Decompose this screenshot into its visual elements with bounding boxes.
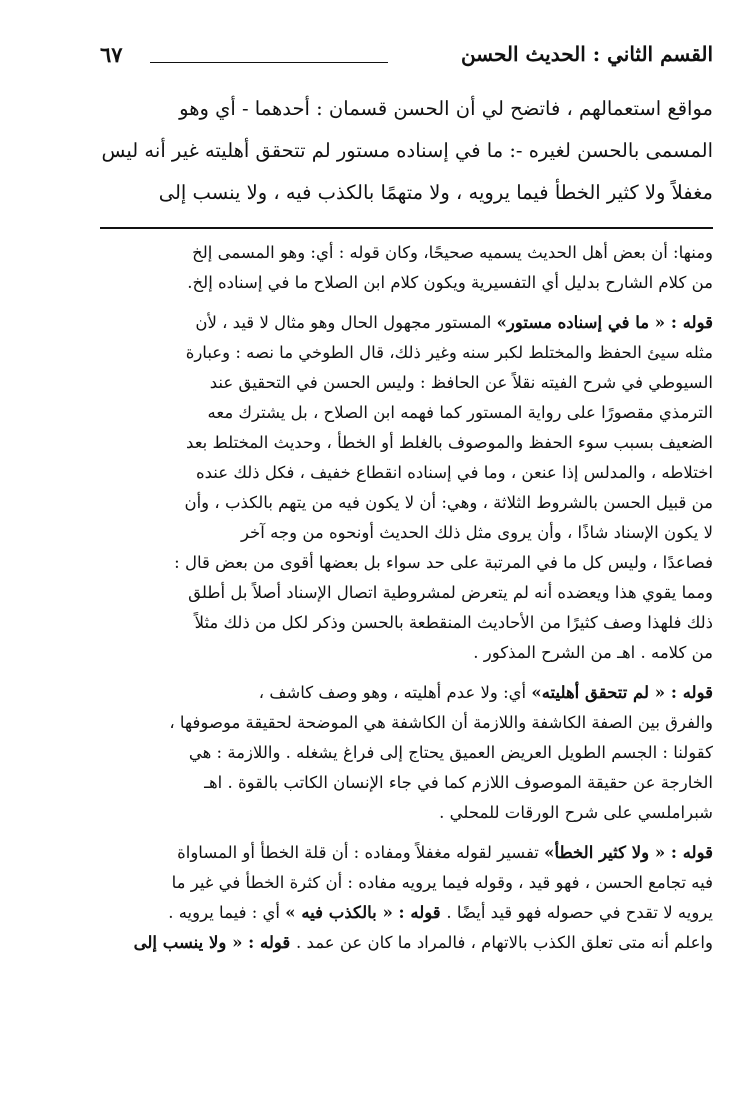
- header-rule: [150, 62, 388, 63]
- note-text: أي : فيما يرويه .: [168, 903, 286, 922]
- note-line: [100, 548, 713, 578]
- note-text: فيه تجامع الحسن ، فهو قيد ، وقوله فيما يرويه مفاده : أن كثرة الخطأ في غير ما: [171, 873, 713, 892]
- running-title: القسم الثاني : الحديث الحسن: [460, 42, 713, 66]
- note-line: [100, 608, 713, 638]
- note-text: من قبيل الحسن بالشروط الثلاثة ، وهي: أن لا يكون فيه من يتهم بالكذب ، وأن: [184, 493, 713, 512]
- main-line: المسمى بالحسن لغيره -: ما في إسناده مستور لم تتحقق أهليته غير أنه ليس: [101, 139, 713, 162]
- footnotes: [100, 238, 713, 958]
- page-number: ٦٧: [100, 42, 123, 67]
- note-lead: قوله : « ما في إسناده مستور»: [496, 313, 713, 332]
- note-text: الخارجة عن حقيقة الموصوف اللازم كما في جاء الإنسان الكاتب بالقوة . اهـ: [204, 773, 713, 792]
- note-paragraph: [100, 238, 713, 298]
- note-text: يرويه لا تقدح في حصوله فهو قيد أيضًا .: [446, 903, 713, 922]
- note-line: [100, 838, 713, 868]
- note-paragraph: [100, 678, 713, 828]
- note-lead: قوله : « بالكذب فيه »: [285, 903, 447, 922]
- note-line: [100, 638, 713, 668]
- note-line: [100, 578, 713, 608]
- note-text: اختلاطه ، والمدلس إذا عنعن ، وما في إسناده انقطاع خفيف ، فكل ذلك عنده: [195, 463, 713, 482]
- note-text: من كلامه . اهـ من الشرح المذكور .: [473, 643, 713, 662]
- note-text: المستور مجهول الحال وهو مثال لا قيد ، لأن: [195, 313, 497, 332]
- note-text: فصاعدًا ، وليس كل ما في المرتبة على حد سواء بل بعضها أقوى من بعض قال :: [174, 553, 713, 572]
- note-text: من كلام الشارح بدليل أي التفسيرية ويكون كلام ابن الصلاح ما في إسناده إلخ.: [187, 273, 713, 292]
- note-text: الترمذي مقصورًا على رواية المستور كما فهمه ابن الصلاح ، بل يشترك معه: [207, 403, 713, 422]
- note-text: تفسير لقوله مغفلاً ومفاده : أن قلة الخطأ أو المساواة: [177, 843, 545, 862]
- note-line: [100, 768, 713, 798]
- note-line: [100, 798, 713, 828]
- note-text: لا يكون الإسناد شاذًا ، وأن يروى مثل ذلك الحديث أونحوه من وجه آخر: [240, 523, 713, 542]
- note-text: الضعيف بسبب سوء الحفظ والموصوف بالغلط أو الخطأ ، وحديث المختلط بعد: [186, 433, 713, 452]
- note-line: [100, 268, 713, 298]
- note-text: أي: ولا عدم أهليته ، وهو وصف كاشف ،: [258, 683, 532, 702]
- note-line: [100, 398, 713, 428]
- note-line: [100, 458, 713, 488]
- note-line: [100, 428, 713, 458]
- main-line: مواقع استعمالهم ، فاتضح لي أن الحسن قسمان : أحدهما - أي وهو: [179, 97, 713, 120]
- note-line: [100, 708, 713, 738]
- footnote-separator: [100, 227, 713, 229]
- note-line: [100, 928, 713, 958]
- note-text: والفرق بين الصفة الكاشفة واللازمة أن الكاشفة هي الموضحة لحقيقة موصوفها ،: [169, 713, 713, 732]
- main-text: [100, 88, 713, 214]
- note-text: مثله سيئ الحفظ والمختلط لكبر سنه وغير ذلك، قال الطوخي ما نصه : وعبارة: [185, 343, 713, 362]
- page-header: [100, 42, 713, 76]
- note-text: شبراملسي على شرح الورقات للمحلي .: [439, 803, 713, 822]
- note-lead: قوله : « ولا ينسب إلى: [133, 933, 297, 952]
- note-text: ومنها: أن بعض أهل الحديث يسميه صحيحًا، وكان قوله : أي: وهو المسمى إلخ: [192, 243, 713, 262]
- note-line: [100, 338, 713, 368]
- note-line: [100, 678, 713, 708]
- note-paragraph: [100, 838, 713, 958]
- note-line: [100, 738, 713, 768]
- note-line: [100, 488, 713, 518]
- note-text: كقولنا : الجسم الطويل العريض العميق يحتاج إلى فراغ يشغله . واللازمة : هي: [188, 743, 713, 762]
- note-line: [100, 868, 713, 898]
- note-text: ومما يقوي هذا ويعضده أنه لم يتعرض لمشروطية اتصال الإسناد أصلاً بل أطلق: [188, 583, 713, 602]
- note-text: ذلك فلهذا وصف كثيرًا من الأحاديث المنقطعة بالحسن وذكر لكل من ذلك مثلاً: [194, 613, 713, 632]
- note-line: [100, 368, 713, 398]
- note-text: السيوطي في شرح الفيته نقلاً عن الحافظ : وليس الحسن في التحقيق عند: [209, 373, 713, 392]
- note-text: واعلم أنه متى تعلق الكذب بالاتهام ، فالمراد ما كان عن عمد .: [296, 933, 713, 952]
- note-line: [100, 238, 713, 268]
- note-paragraph: [100, 308, 713, 668]
- note-line: [100, 518, 713, 548]
- note-line: [100, 898, 713, 928]
- note-lead: قوله : « ولا كثير الخطأ»: [544, 843, 713, 862]
- main-line: مغفلاً ولا كثير الخطأ فيما يرويه ، ولا متهمًا بالكذب فيه ، ولا ينسب إلى: [158, 181, 713, 204]
- note-line: [100, 308, 713, 338]
- note-lead: قوله : « لم تتحقق أهليته»: [531, 683, 713, 702]
